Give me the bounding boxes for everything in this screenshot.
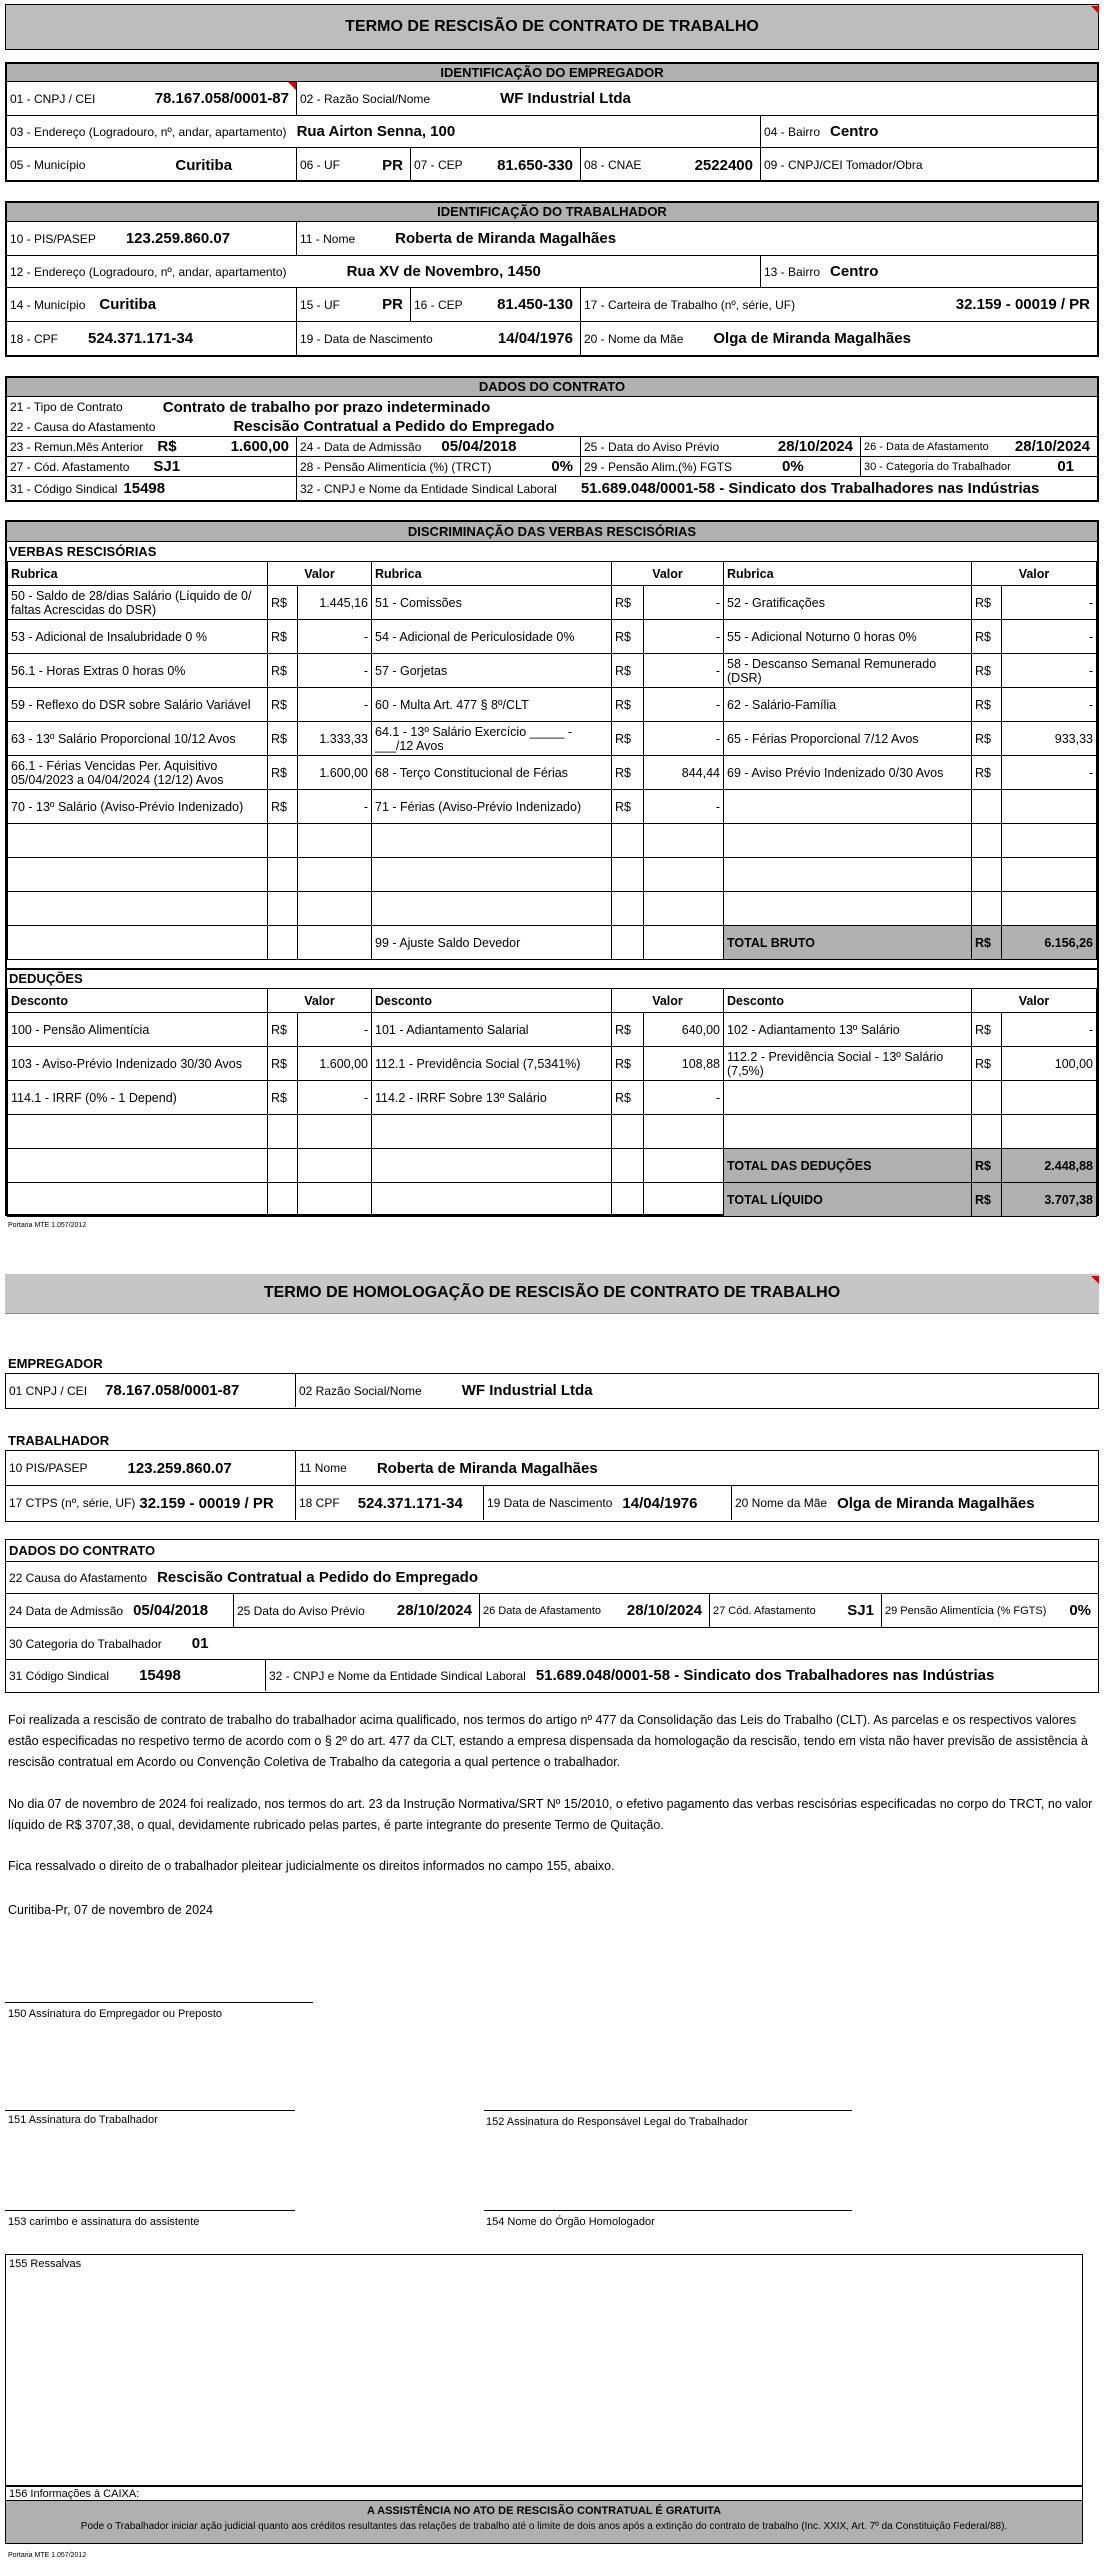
col-valor: Valor <box>612 562 724 586</box>
sindical-value: 15498 <box>123 480 166 497</box>
aviso-value: 28/10/2024 <box>396 1602 472 1619</box>
paragraph-ressalva: Fica ressalvado o direito de o trabalhador pleitear judicialmente os direitos informados no campo 155, abaixo. <box>8 1859 615 1873</box>
cell-valor: - <box>298 620 372 654</box>
cell-valor: 933,33 <box>1002 722 1097 756</box>
nome-value: Roberta de Miranda Magalhães <box>376 1459 598 1477</box>
remun-value: 1.600,00 <box>230 438 289 455</box>
tomador-label: 09 - CNPJ/CEI Tomador/Obra <box>764 158 923 172</box>
sig151-label: 151 Assinatura do Trabalhador <box>8 2114 158 2126</box>
razao-value: WF Industrial Ltda <box>461 1382 593 1399</box>
gratuita-note: A ASSISTÊNCIA NO ATO DE RESCISÃO CONTRATUAL É GRATUITA <box>366 2505 722 2517</box>
cell-valor: - <box>1002 586 1097 620</box>
caixa-label: 156 Informações à CAIXA: <box>6 2487 1082 2501</box>
empregador-section <box>5 62 1099 182</box>
cell-currency: R$ <box>268 586 298 620</box>
uf-label: 06 - UF <box>300 158 341 172</box>
ctps-label: 17 - Carteira de Trabalho (nº, série, UF) <box>584 297 796 312</box>
col-desconto: Desconto <box>372 989 612 1013</box>
pis-label: 10 - PIS/PASEP <box>10 231 96 246</box>
cell-valor: - <box>644 722 724 756</box>
tipo-value: Contrato de trabalho por prazo indeterminado <box>162 398 491 416</box>
comment-marker <box>1091 1276 1099 1284</box>
cell-rubrica: 51 - Comissões <box>372 586 612 620</box>
cell-valor: 640,00 <box>644 1013 724 1047</box>
sig-line-151 <box>5 2110 295 2111</box>
cell-valor: - <box>1002 756 1097 790</box>
cnpj-value: 78.167.058/0001-87 <box>154 90 289 107</box>
portaria-note-2: Portaria MTE 1.057/2012 <box>8 2552 87 2559</box>
tipo-label: 21 - Tipo de Contrato <box>10 400 123 414</box>
homolog-title: TERMO DE HOMOLOGAÇÃO DE RESCISÃO DE CONTRATO DE TRABALHO <box>5 1274 1099 1314</box>
remun-label: 23 - Remun.Mês Anterior <box>10 439 144 454</box>
cep-label: 16 - CEP <box>414 297 463 312</box>
cell-valor: - <box>1002 654 1097 688</box>
pensao-label: 28 - Pensão Alimentícia (%) (TRCT) <box>300 459 492 474</box>
cell-currency: R$ <box>612 790 644 824</box>
pensao-value: 0% <box>551 458 573 475</box>
section-header: IDENTIFICAÇÃO DO EMPREGADOR <box>7 64 1097 82</box>
cell-valor: - <box>298 688 372 722</box>
cell-currency: R$ <box>972 620 1002 654</box>
cell-rubrica: 64.1 - 13º Salário Exercício _____ - ___/12 Avos <box>372 722 612 756</box>
cell-valor: 1.600,00 <box>298 1047 372 1081</box>
table-row <box>8 620 1097 654</box>
cell-currency: R$ <box>612 1013 644 1047</box>
table-row <box>8 756 1097 790</box>
nome-label: 11 - Nome <box>300 231 356 246</box>
uf-value: PR <box>382 296 403 313</box>
bairro-label: 04 - Bairro <box>764 124 821 139</box>
total-liquido-currency: R$ <box>972 1183 1002 1217</box>
contrato-section <box>5 376 1099 502</box>
total-deducoes-value: 2.448,88 <box>1002 1149 1097 1183</box>
sig-line-154 <box>484 2210 852 2211</box>
cod-value: SJ1 <box>153 458 181 475</box>
cell-currency: R$ <box>268 756 298 790</box>
cell-valor: - <box>644 1081 724 1115</box>
cell-rubrica: 112.2 - Previdência Social - 13º Salário (7,5%) <box>724 1047 972 1081</box>
homolog-trabalhador <box>5 1450 1099 1522</box>
cell-valor: - <box>644 620 724 654</box>
ent-value: 51.689.048/0001-58 - Sindicato dos Trabalhadores nas Indústrias <box>535 1667 995 1684</box>
trabalhador-section <box>5 201 1099 357</box>
pis-label: 10 PIS/PASEP <box>9 1461 88 1475</box>
verbas-section <box>5 520 1099 970</box>
portaria-note: Portaria MTE 1.057/2012 <box>8 1222 87 1229</box>
adm-value: 05/04/2018 <box>133 1602 209 1619</box>
cell-rubrica: 112.1 - Previdência Social (7,5341%) <box>372 1047 612 1081</box>
table-row <box>8 654 1097 688</box>
cod-value: SJ1 <box>847 1602 874 1619</box>
adm-label: 24 Data de Admissão <box>9 1603 124 1618</box>
cell-valor: - <box>298 1013 372 1047</box>
cell-rubrica: 66.1 - Férias Vencidas Per. Aquisitivo 05/04/2023 a 04/04/2024 (12/12) Avos <box>8 756 268 790</box>
ressalvas-label: 155 Ressalvas <box>9 2258 82 2270</box>
cat-value: 01 <box>191 1635 209 1652</box>
homolog-empregador <box>5 1373 1099 1409</box>
cell-valor: - <box>1002 1013 1097 1047</box>
cell-rubrica: 60 - Multa Art. 477 § 8º/CLT <box>372 688 612 722</box>
cnpj-label: 01 - CNPJ / CEI <box>10 91 96 106</box>
sind-label: 31 Código Sindical <box>9 1668 110 1683</box>
cep-value: 81.450-130 <box>497 296 573 313</box>
cell-valor: - <box>644 586 724 620</box>
table-row <box>8 1013 1097 1047</box>
cell-rubrica <box>724 1081 972 1115</box>
cell-valor: - <box>644 654 724 688</box>
cell-currency: R$ <box>268 722 298 756</box>
cell-currency: R$ <box>612 1081 644 1115</box>
cell-rubrica: 100 - Pensão Alimentícia <box>8 1013 268 1047</box>
ent-label: 32 - CNPJ e Nome da Entidade Sindical Laboral <box>269 1668 526 1683</box>
paragraph-pagamento: No dia 07 de novembro de 2024 foi realizado, nos termos do art. 23 da Instrução Normativa/SRT Nº 15/2010, o efetivo pagamento das verbas rescisórias especificadas no corpo do TRCT, no valor líquido de R$ 3707,38, o qual, devidamente rubricado pelas partes, é parte integrante do presente Termo de Quitação. <box>8 1797 1093 1832</box>
cell-currency <box>972 1081 1002 1115</box>
cell-rubrica: 58 - Descanso Semanal Remunerado (DSR) <box>724 654 972 688</box>
aviso-label: 25 Data do Aviso Prévio <box>237 1603 365 1618</box>
ctps-value: 32.159 - 00019 / PR <box>955 296 1090 313</box>
cell-rubrica: 55 - Adicional Noturno 0 horas 0% <box>724 620 972 654</box>
caixa-box <box>5 2486 1083 2544</box>
cnae-label: 08 - CNAE <box>584 158 642 172</box>
cell-currency <box>972 790 1002 824</box>
categoria-value: 01 <box>1057 458 1074 475</box>
cell-valor <box>1002 790 1097 824</box>
cell-valor: - <box>644 790 724 824</box>
cell-valor: - <box>1002 688 1097 722</box>
cell-valor: 1.333,33 <box>298 722 372 756</box>
pensao-value: 0% <box>1069 1602 1091 1619</box>
emp-header: EMPREGADOR <box>8 1356 103 1371</box>
section-header: DADOS DO CONTRATO <box>7 378 1097 397</box>
endereco-label: 12 - Endereço (Logradouro, nº, andar, apartamento) <box>10 264 287 279</box>
sig-line-150 <box>5 2002 313 2003</box>
aviso-label: 25 - Data do Aviso Prévio <box>584 439 720 454</box>
cep-label: 07 - CEP <box>414 158 463 172</box>
mae-label: 20 Nome da Mãe <box>735 1496 828 1510</box>
total-deducoes-currency: R$ <box>972 1149 1002 1183</box>
cell-rubrica: 70 - 13º Salário (Aviso-Prévio Indenizado) <box>8 790 268 824</box>
cell-valor: 844,44 <box>644 756 724 790</box>
cell-currency: R$ <box>268 1081 298 1115</box>
judicial-note: Pode o Trabalhador iniciar ação judicial quanto aos créditos resultantes das relações de trabalho até o limite de dois anos após a extinção do contrato de trabalho (Inc. XXIX, Art. 7º da Constituição Federal/88). <box>80 2521 1008 2532</box>
nasc-value: 14/04/1976 <box>622 1494 698 1512</box>
nome-label: 11 Nome <box>299 1461 347 1475</box>
ctps-label: 17 CTPS (nº, série, UF) <box>9 1496 136 1510</box>
cell-rubrica: 54 - Adicional de Periculosidade 0% <box>372 620 612 654</box>
cat-label: 30 Categoria do Trabalhador <box>9 1636 162 1651</box>
municipio-label: 05 - Município <box>10 158 86 172</box>
entidade-label: 32 - CNPJ e Nome da Entidade Sindical Laboral <box>300 481 557 496</box>
nasc-value: 14/04/1976 <box>497 330 573 347</box>
trct-title: TERMO DE RESCISÃO DE CONTRATO DE TRABALHO <box>5 4 1099 50</box>
cell-currency: R$ <box>268 1013 298 1047</box>
cell-rubrica: 68 - Terço Constitucional de Férias <box>372 756 612 790</box>
cep-value: 81.650-330 <box>497 156 573 174</box>
cell-currency: R$ <box>972 688 1002 722</box>
sig-line-153 <box>5 2210 295 2211</box>
pensao-fgts-label: 29 - Pensão Alim.(%) FGTS <box>584 459 733 474</box>
cell-rubrica: 52 - Gratificações <box>724 586 972 620</box>
col-valor: Valor <box>972 562 1097 586</box>
col-desconto: Desconto <box>8 989 268 1013</box>
cell-currency: R$ <box>268 688 298 722</box>
cell-valor: - <box>298 654 372 688</box>
uf-label: 15 - UF <box>300 297 341 312</box>
cell-rubrica: 114.1 - IRRF (0% - 1 Depend) <box>8 1081 268 1115</box>
cell-currency: R$ <box>612 620 644 654</box>
pis-value: 123.259.860.07 <box>125 230 231 247</box>
col-valor: Valor <box>612 989 724 1013</box>
total-deducoes-label: TOTAL DAS DEDUÇÕES <box>724 1149 972 1183</box>
mae-label: 20 - Nome da Mãe <box>584 331 684 346</box>
bairro-value: Centro <box>830 263 879 280</box>
categoria-label: 30 - Categoria do Trabalhador <box>864 460 1011 473</box>
table-row <box>8 722 1097 756</box>
contr-header: DADOS DO CONTRATO <box>9 1543 156 1558</box>
admissao-value: 05/04/2018 <box>441 438 517 455</box>
cell-valor: 1.445,16 <box>298 586 372 620</box>
total-liquido-value: 3.707,38 <box>1002 1183 1097 1217</box>
cell-valor: - <box>298 1081 372 1115</box>
pensao-fgts-value: 0% <box>782 458 804 475</box>
razao-label: 02 Razão Social/Nome <box>299 1383 422 1398</box>
nasc-label: 19 - Data de Nascimento <box>300 331 433 346</box>
table-row <box>8 1047 1097 1081</box>
cod-label: 27 Cód. Afastamento <box>713 1604 816 1617</box>
sind-value: 15498 <box>139 1667 181 1684</box>
endereco-value: Rua Airton Senna, 100 <box>296 123 456 140</box>
table-row <box>8 688 1097 722</box>
cpf-value: 524.371.171-34 <box>357 1494 463 1512</box>
col-valor: Valor <box>268 562 372 586</box>
cell-valor: 100,00 <box>1002 1047 1097 1081</box>
cell-currency: R$ <box>268 1047 298 1081</box>
cell-rubrica: 63 - 13º Salário Proporcional 10/12 Avos <box>8 722 268 756</box>
cell-currency: R$ <box>268 654 298 688</box>
sindical-label: 31 - Código Sindical <box>10 481 118 496</box>
causa-value: Rescisão Contratual a Pedido do Empregado <box>233 418 555 435</box>
verbas-subtitle: VERBAS RESCISÓRIAS <box>9 544 157 559</box>
section-header: DISCRIMINAÇÃO DAS VERBAS RESCISÓRIAS <box>7 522 1097 542</box>
nome-value: Roberta de Miranda Magalhães <box>395 230 617 247</box>
cell-currency: R$ <box>972 756 1002 790</box>
cell-rubrica: 114.2 - IRRF Sobre 13º Salário <box>372 1081 612 1115</box>
afast-label: 26 - Data de Afastamento <box>864 440 989 453</box>
cell-rubrica: 71 - Férias (Aviso-Prévio Indenizado) <box>372 790 612 824</box>
ressalvas-box[interactable] <box>5 2254 1083 2486</box>
comment-marker <box>1091 6 1099 14</box>
remun-currency: R$ <box>157 438 177 455</box>
cell-currency: R$ <box>612 654 644 688</box>
municipio-label: 14 - Município <box>10 297 86 312</box>
entidade-value: 51.689.048/0001-58 - Sindicato dos Trabalhadores nas Indústrias <box>580 480 1040 497</box>
total-bruto-label: TOTAL BRUTO <box>724 926 972 960</box>
col-rubrica: Rubrica <box>372 562 612 586</box>
causa-label: 22 - Causa do Afastamento <box>10 419 156 434</box>
cell-rubrica: 56.1 - Horas Extras 0 horas 0% <box>8 654 268 688</box>
bairro-label: 13 - Bairro <box>764 264 821 279</box>
local-data: Curitiba-Pr, 07 de novembro de 2024 <box>8 1903 213 1917</box>
ctps-value: 32.159 - 00019 / PR <box>139 1494 274 1512</box>
sig-line-152 <box>484 2110 852 2111</box>
col-valor: Valor <box>268 989 372 1013</box>
comment-marker <box>288 82 296 90</box>
aviso-value: 28/10/2024 <box>777 438 853 455</box>
admissao-label: 24 - Data de Admissão <box>300 439 422 454</box>
municipio-value: Curitiba <box>99 296 157 313</box>
sig153-label: 153 carimbo e assinatura do assistente <box>8 2216 200 2228</box>
sig154-label: 154 Nome do Órgão Homologador <box>486 2216 655 2228</box>
cell-rubrica: 57 - Gorjetas <box>372 654 612 688</box>
cell-currency: R$ <box>268 790 298 824</box>
bairro-value: Centro <box>830 123 879 140</box>
municipio-value: Curitiba <box>175 156 233 174</box>
cell-currency: R$ <box>972 722 1002 756</box>
cell-rubrica: 50 - Saldo de 28/dias Salário (Líquido de 0/ faltas Acrescidas do DSR) <box>8 586 268 620</box>
paragraph-rescisao: Foi realizada a rescisão de contrato de trabalho do trabalhador acima qualificado, nos termos do artigo nº 477 da Consolidação das Leis do Trabalho (CLT). As parcelas e os respectivos valores estão especificadas no respetivo termo de acordo com o § 2º do art. 477 da CLT, estando a empresa dispensada da homologação da rescisão, tendo em vista não haver previsão de assistência à rescisão contratual em Acordo ou Convenção Coletiva de Trabalho da categoria a qual pertence o trabalhador. <box>8 1713 1088 1769</box>
cell-rubrica: 101 - Adiantamento Salarial <box>372 1013 612 1047</box>
cell-rubrica: 53 - Adicional de Insalubridade 0 % <box>8 620 268 654</box>
cell-currency: R$ <box>612 586 644 620</box>
cell-rubrica: 69 - Aviso Prévio Indenizado 0/30 Avos <box>724 756 972 790</box>
table-row <box>8 586 1097 620</box>
pensao-label: 29 Pensão Alimentícia (% FGTS) <box>885 1604 1047 1617</box>
cell-rubrica: 103 - Aviso-Prévio Indenizado 30/30 Avos <box>8 1047 268 1081</box>
razao-value: WF Industrial Ltda <box>500 90 631 107</box>
table-row <box>8 1081 1097 1115</box>
pis-value: 123.259.860.07 <box>127 1459 232 1477</box>
endereco-value: Rua XV de Novembro, 1450 <box>346 263 541 280</box>
cnpj-label: 01 CNPJ / CEI <box>9 1383 88 1398</box>
sig152-label: 152 Assinatura do Responsável Legal do Trabalhador <box>486 2116 748 2128</box>
mae-value: Olga de Miranda Magalhães <box>837 1494 1035 1512</box>
cell-currency: R$ <box>972 1047 1002 1081</box>
deducoes-table <box>7 988 1097 1217</box>
cell-rubrica: 62 - Salário-Família <box>724 688 972 722</box>
cell-valor: - <box>1002 620 1097 654</box>
col-rubrica: Rubrica <box>724 562 972 586</box>
ajuste-label: 99 - Ajuste Saldo Devedor <box>372 926 612 960</box>
trab-header: TRABALHADOR <box>8 1433 110 1448</box>
nasc-label: 19 Data de Nascimento <box>487 1496 613 1510</box>
cell-rubrica: 59 - Reflexo do DSR sobre Salário Variável <box>8 688 268 722</box>
mae-value: Olga de Miranda Magalhães <box>713 330 911 347</box>
cell-currency: R$ <box>612 1047 644 1081</box>
col-valor: Valor <box>972 989 1097 1013</box>
afast-label: 26 Data de Afastamento <box>483 1604 602 1617</box>
cell-rubrica: 65 - Férias Proporcional 7/12 Avos <box>724 722 972 756</box>
col-rubrica: Rubrica <box>8 562 268 586</box>
deducoes-section <box>5 970 1099 1216</box>
col-desconto: Desconto <box>724 989 972 1013</box>
homolog-contrato <box>5 1539 1099 1693</box>
section-header: IDENTIFICAÇÃO DO TRABALHADOR <box>7 203 1097 222</box>
deducoes-subtitle: DEDUÇÕES <box>9 971 83 986</box>
uf-value: PR <box>382 156 403 174</box>
cell-rubrica: 102 - Adiantamento 13º Salário <box>724 1013 972 1047</box>
cell-currency: R$ <box>972 654 1002 688</box>
table-row <box>8 790 1097 824</box>
total-liquido-label: TOTAL LÍQUIDO <box>724 1183 972 1217</box>
cell-valor: 108,88 <box>644 1047 724 1081</box>
cell-currency: R$ <box>612 688 644 722</box>
cell-valor <box>1002 1081 1097 1115</box>
cnae-value: 2522400 <box>694 156 753 174</box>
cell-currency: R$ <box>612 756 644 790</box>
cell-currency: R$ <box>972 586 1002 620</box>
endereco-label: 03 - Endereço (Logradouro, nº, andar, apartamento) <box>10 124 287 139</box>
cell-valor: 1.600,00 <box>298 756 372 790</box>
cod-label: 27 - Cód. Afastamento <box>10 459 130 474</box>
cnpj-value: 78.167.058/0001-87 <box>105 1382 240 1399</box>
cpf-label: 18 CPF <box>299 1496 340 1510</box>
cell-rubrica <box>724 790 972 824</box>
cpf-value: 524.371.171-34 <box>88 330 194 347</box>
cell-currency: R$ <box>612 722 644 756</box>
afast-value: 28/10/2024 <box>626 1602 702 1619</box>
razao-label: 02 - Razão Social/Nome <box>300 91 431 106</box>
total-bruto-value: 6.156,26 <box>1002 926 1097 960</box>
causa-value: Rescisão Contratual a Pedido do Empregado <box>157 1569 478 1586</box>
cell-currency: R$ <box>972 1013 1002 1047</box>
sig150-label: 150 Assinatura do Empregador ou Preposto <box>8 2008 223 2020</box>
cell-valor: - <box>298 790 372 824</box>
cell-currency: R$ <box>268 620 298 654</box>
total-bruto-currency: R$ <box>972 926 1002 960</box>
cpf-label: 18 - CPF <box>10 331 59 346</box>
verbas-table <box>7 561 1097 960</box>
cell-valor: - <box>644 688 724 722</box>
causa-label: 22 Causa do Afastamento <box>9 1570 148 1585</box>
afast-value: 28/10/2024 <box>1014 438 1090 455</box>
